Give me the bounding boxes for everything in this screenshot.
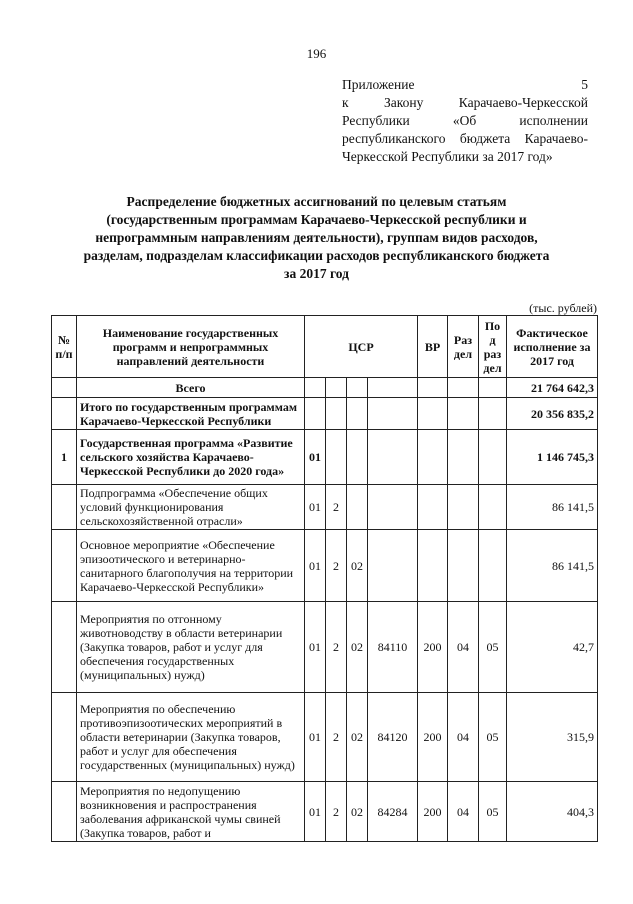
appendix-note	[342, 76, 588, 166]
row-amount: 404,3	[507, 782, 598, 842]
row-csr-event	[347, 398, 368, 430]
row-csr-program: 01	[305, 485, 326, 530]
table-header-row	[52, 316, 598, 378]
row-podrazdel: 05	[479, 782, 507, 842]
row-csr-event	[347, 378, 368, 398]
row-name: Основное мероприятие «Обеспечение эпизоотического и ветеринарно-санитарного благополучия на территории Карачаево-Черкесской Республики»	[77, 530, 305, 602]
table-row	[52, 430, 598, 485]
header-csr: ЦСР	[305, 316, 418, 378]
row-csr-program: 01	[305, 430, 326, 485]
table-row	[52, 693, 598, 782]
row-podrazdel	[479, 430, 507, 485]
row-razdel	[448, 485, 479, 530]
row-razdel	[448, 398, 479, 430]
row-amount: 86 141,5	[507, 530, 598, 602]
row-vr: 200	[418, 693, 448, 782]
row-podrazdel	[479, 398, 507, 430]
header-podrazdel: По д раз дел	[479, 316, 507, 378]
row-csr-subprogram: 2	[326, 782, 347, 842]
page-number: 196	[306, 46, 327, 61]
table-row	[52, 782, 598, 842]
row-csr-event	[347, 430, 368, 485]
row-csr-program: 01	[305, 530, 326, 602]
row-csr-program	[305, 378, 326, 398]
row-csr-event: 02	[347, 782, 368, 842]
table-body	[52, 316, 598, 842]
row-podrazdel: 05	[479, 693, 507, 782]
row-csr-subprogram: 2	[326, 693, 347, 782]
row-csr-program	[305, 398, 326, 430]
row-csr-direction	[368, 398, 418, 430]
row-podrazdel	[479, 530, 507, 602]
row-csr-event: 02	[347, 602, 368, 693]
table-row	[52, 485, 598, 530]
header-name: Наименование государственных программ и непрограммных направлений деятельности	[77, 316, 305, 378]
row-csr-event	[347, 485, 368, 530]
row-csr-program: 01	[305, 602, 326, 693]
table-row	[52, 530, 598, 602]
row-csr-direction	[368, 485, 418, 530]
row-num	[52, 398, 77, 430]
row-amount: 86 141,5	[507, 485, 598, 530]
row-amount: 20 356 835,2	[507, 398, 598, 430]
row-amount: 1 146 745,3	[507, 430, 598, 485]
row-csr-subprogram: 2	[326, 485, 347, 530]
row-csr-direction: 84284	[368, 782, 418, 842]
row-num	[52, 782, 77, 842]
budget-table	[51, 315, 598, 842]
row-amount: 42,7	[507, 602, 598, 693]
row-num	[52, 485, 77, 530]
row-csr-event: 02	[347, 530, 368, 602]
header-razdel: Раз дел	[448, 316, 479, 378]
row-csr-event: 02	[347, 693, 368, 782]
row-csr-direction	[368, 430, 418, 485]
row-csr-direction: 84110	[368, 602, 418, 693]
row-name: Всего	[77, 378, 305, 398]
appendix-line: Приложение 5	[342, 77, 588, 92]
appendix-line: Республики «Об исполнении	[342, 113, 588, 128]
row-csr-subprogram: 2	[326, 530, 347, 602]
row-csr-direction	[368, 378, 418, 398]
title-line: непрограммным направлениям деятельности), группам видов расходов,	[95, 230, 538, 245]
table-row	[52, 398, 598, 430]
appendix-line: Черкесской Республики за 2017 год»	[342, 149, 553, 164]
row-num	[52, 693, 77, 782]
row-vr	[418, 378, 448, 398]
header-num: № п/п	[52, 316, 77, 378]
row-amount: 21 764 642,3	[507, 378, 598, 398]
row-podrazdel	[479, 485, 507, 530]
title-line: Распределение бюджетных ассигнований по целевым статьям	[126, 194, 507, 209]
row-podrazdel	[479, 378, 507, 398]
row-razdel: 04	[448, 693, 479, 782]
table-row	[52, 602, 598, 693]
row-podrazdel: 05	[479, 602, 507, 693]
row-razdel	[448, 378, 479, 398]
units-label: (тыс. рублей)	[529, 301, 597, 315]
row-name: Мероприятия по отгонному животноводству в области ветеринарии (Закупка товаров, работ и услуг для обеспечения государственных (муниципальных) нужд)	[77, 602, 305, 693]
row-num	[52, 602, 77, 693]
row-num	[52, 530, 77, 602]
row-vr: 200	[418, 602, 448, 693]
row-csr-direction: 84120	[368, 693, 418, 782]
row-vr	[418, 430, 448, 485]
document-title	[40, 193, 593, 283]
row-num: 1	[52, 430, 77, 485]
title-line: за 2017 год	[284, 266, 349, 281]
row-csr-subprogram: 2	[326, 602, 347, 693]
appendix-line: республиканского бюджета Карачаево-	[342, 131, 588, 146]
row-razdel: 04	[448, 782, 479, 842]
row-csr-subprogram	[326, 378, 347, 398]
row-name: Государственная программа «Развитие сельского хозяйства Карачаево-Черкесской Республики до 2020 года»	[77, 430, 305, 485]
title-line: разделам, подразделам классификации расходов республиканского бюджета	[83, 248, 550, 263]
appendix-line: к Закону Карачаево-Черкесской	[342, 95, 588, 110]
row-csr-subprogram	[326, 398, 347, 430]
row-razdel	[448, 530, 479, 602]
row-razdel: 04	[448, 602, 479, 693]
row-name: Подпрограмма «Обеспечение общих условий функционирования сельскохозяйственной отрасли»	[77, 485, 305, 530]
row-num	[52, 378, 77, 398]
header-actual: Фактическое исполнение за 2017 год	[507, 316, 598, 378]
row-name: Итого по государственным программам Карачаево-Черкесской Республики	[77, 398, 305, 430]
row-csr-program: 01	[305, 693, 326, 782]
row-name: Мероприятия по обеспечению противоэпизоотических мероприятий в области ветеринарии (Закупка товаров, работ и услуг для обеспечения государственных (муниципальных) нужд)	[77, 693, 305, 782]
row-amount: 315,9	[507, 693, 598, 782]
title-line: (государственным программам Карачаево-Черкесской республики и	[106, 212, 527, 227]
table-row	[52, 378, 598, 398]
row-csr-program: 01	[305, 782, 326, 842]
row-razdel	[448, 430, 479, 485]
row-csr-direction	[368, 530, 418, 602]
row-vr	[418, 398, 448, 430]
row-vr: 200	[418, 782, 448, 842]
header-vr: ВР	[418, 316, 448, 378]
row-vr	[418, 530, 448, 602]
row-vr	[418, 485, 448, 530]
row-csr-subprogram	[326, 430, 347, 485]
row-name: Мероприятия по недопущению возникновения и распространения заболевания африканской чумы свиней (Закупка товаров, работ и	[77, 782, 305, 842]
